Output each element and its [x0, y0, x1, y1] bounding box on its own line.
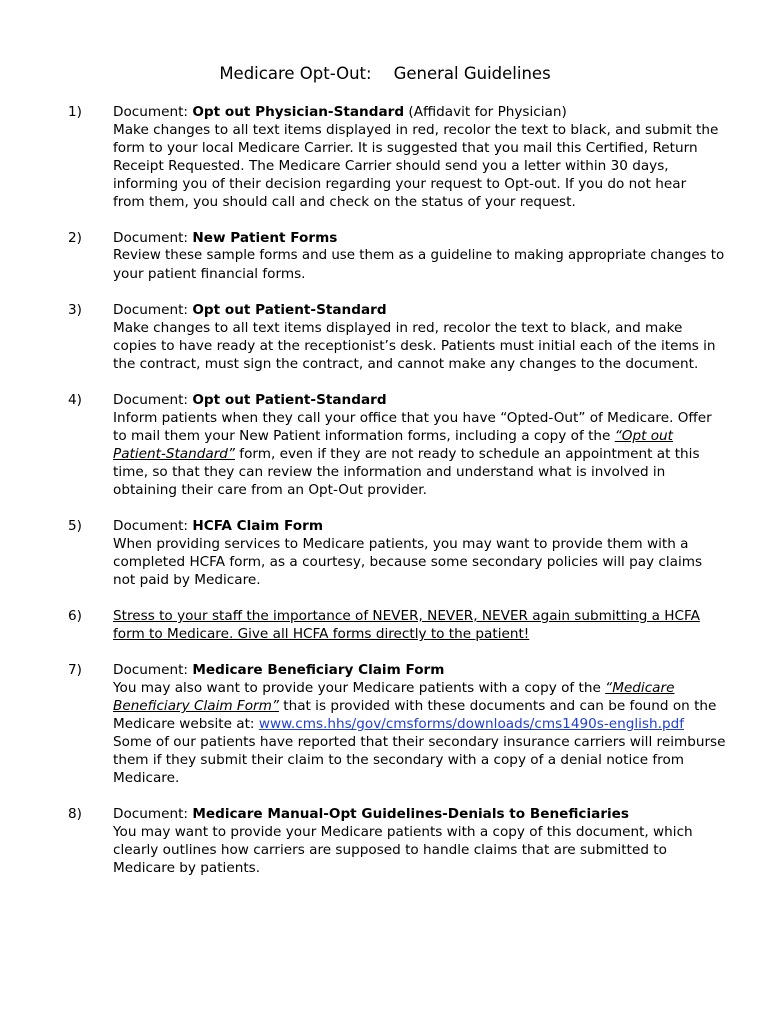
document-reference: “Opt out [614, 428, 674, 444]
document-name: Medicare Manual-Opt Guidelines-Denials to Beneficiaries [192, 806, 629, 822]
item-text-line: Some of our patients have reported that their secondary insurance carriers will reimburse [113, 734, 726, 750]
item-text-line: obtaining their care from an Opt-Out provider. [113, 482, 427, 498]
item-heading: Document: Medicare Manual-Opt Guidelines-Denials to Beneficiaries [113, 806, 629, 822]
page-title [0, 64, 770, 83]
document-name: Opt out Patient-Standard [192, 302, 387, 318]
item-heading: Document: Opt out Patient-Standard [113, 392, 387, 408]
item-heading: Document: New Patient Forms [113, 230, 338, 246]
cms-form-link[interactable]: www.cms.hhs/gov/cmsforms/downloads/cms1490s-english.pdf [258, 716, 684, 732]
item-text-line: Beneficiary Claim Form” that is provided with these documents and can be found on the [113, 698, 717, 714]
item-heading: Document: Medicare Beneficiary Claim Form [113, 662, 445, 678]
item-text-line: You may also want to provide your Medicare patients with a copy of the “Medicare [113, 680, 675, 696]
item-text-line: them if they submit their claim to the secondary with a copy of a denial notice from [113, 752, 685, 768]
item-text-line: time, so that they can review the information and understand what is involved in [113, 464, 666, 480]
item-text-line: Make changes to all text items displayed in red, recolor the text to black, and make [113, 320, 683, 336]
item-text-line: Medicare. [113, 770, 180, 786]
item-text-line: Review these sample forms and use them as a guideline to making appropriate changes to [113, 248, 725, 263]
item-text-line: your patient financial forms. [113, 266, 306, 282]
item-text-line: form to Medicare. Give all HCFA forms directly to the patient! [113, 626, 530, 642]
document-reference: Patient-Standard” [113, 446, 235, 462]
item-text-line: not paid by Medicare. [113, 572, 261, 588]
item-text-line: to mail them your New Patient information forms, including a copy of the “Opt out [113, 428, 674, 444]
item-text-line: completed HCFA form, as a courtesy, because some secondary policies will pay claims [113, 554, 703, 570]
item-text-line: form to your local Medicare Carrier. It is suggested that you mail this Certified, Return [113, 140, 698, 156]
document-name: Medicare Beneficiary Claim Form [192, 662, 445, 678]
item-text-line: Inform patients when they call your office that you have “Opted-Out” of Medicare. Offer [113, 410, 712, 426]
item-text-line: Medicare by patients. [113, 860, 261, 876]
item-number: 8) [68, 806, 82, 822]
item-number: 5) [68, 518, 82, 534]
document-name: Opt out Patient-Standard [192, 392, 387, 408]
item-number: 7) [68, 662, 82, 678]
item-number: 4) [68, 392, 82, 408]
item-text-line: Receipt Requested. The Medicare Carrier should send you a letter within 30 days, [113, 158, 669, 174]
item-number: 1) [68, 104, 82, 120]
item-number: 6) [68, 608, 82, 624]
document-name: HCFA Claim Form [192, 518, 323, 534]
item-text-line: informing you of their decision regarding your request to Opt-out. If you do not hear [113, 176, 687, 192]
item-text-line: the contract, must sign the contract, and cannot make any changes to the document. [113, 356, 699, 372]
item-text-line: copies to have ready at the receptionist’s desk. Patients must initial each of the items in [113, 338, 716, 354]
item-text-line: clearly outlines how carriers are supposed to handle claims that are submitted to [113, 842, 667, 858]
document-reference: “Medicare [605, 680, 675, 696]
item-text-line: Stress to your staff the importance of NEVER, NEVER, NEVER again submitting a HCFA [113, 608, 700, 624]
item-text-line: When providing services to Medicare patients, you may want to provide them with a [113, 536, 689, 552]
item-heading: Document: HCFA Claim Form [113, 518, 323, 534]
document-name: New Patient Forms [192, 230, 338, 246]
title-part-1: Medicare Opt-Out: [219, 64, 372, 83]
title-part-2: General Guidelines [393, 64, 551, 83]
item-text-line: from them, you should call and check on the status of your request. [113, 194, 576, 210]
item-text-line-wrapper [113, 625, 733, 643]
item-number: 3) [68, 302, 82, 318]
item-text-line: Patient-Standard” form, even if they are not ready to schedule an appointment at this [113, 446, 700, 462]
document-name: Opt out Physician-Standard [192, 104, 405, 120]
item-text-line: Make changes to all text items displayed in red, recolor the text to black, and submit the [113, 122, 719, 138]
item-text-line: Medicare website at: www.cms.hhs/gov/cmsforms/downloads/cms1490s-english.pdf [113, 716, 684, 732]
item-heading: Document: Opt out Physician-Standard (Affidavit for Physician) [113, 104, 567, 120]
item-number: 2) [68, 230, 82, 246]
item-text-line: You may want to provide your Medicare patients with a copy of this document, which [113, 824, 693, 840]
document-reference: Beneficiary Claim Form” [113, 698, 279, 714]
item-heading: Document: Opt out Patient-Standard [113, 302, 387, 318]
